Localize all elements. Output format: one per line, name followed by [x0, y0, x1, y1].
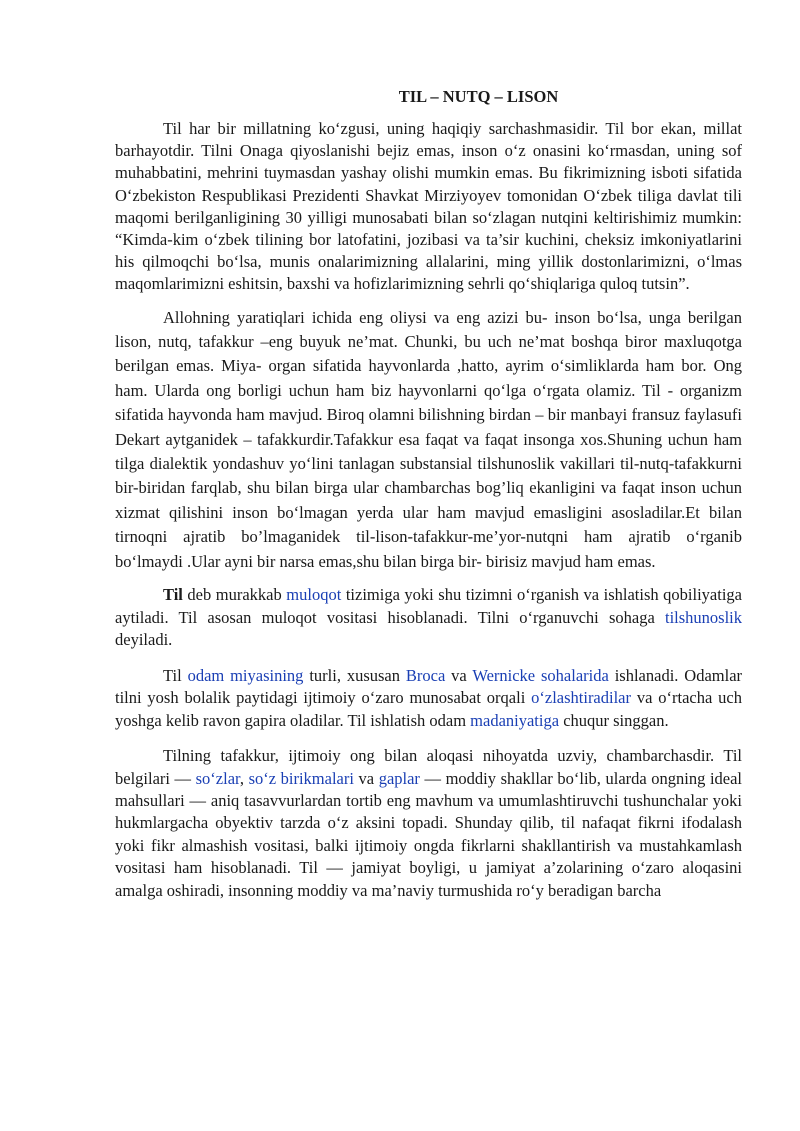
paragraph-2: Allohning yaratiqlari ichida eng oliysi va eng azizi bu- inson bo‘lsa, unga berilgan lison, nutq, tafakkur –eng buyuk ne’mat. Chunki, bu uch ne’mat boshqa biror maxluqotga berilgan emas. Miya- organ sifatida hayvonlarda ,hatto, ayrim o‘simliklarda ham bor. Ong ham. Ularda ong borligi uchun ham biz hayvonlarni qo‘lga o‘rgata olamiz. Til - organizm sifatida hayvonda ham mavjud. Biroq olamni bilishning birdan – bir manbayi fransuz faylasufi Dekart aytganidek – tafakkurdir.Tafakkur esa faqat va faqat insonga xos.Shuning uchun ham tilga dialektik yondashuv yo‘lini tanlagan substansial tilshunoslik vakillari til-nutq-tafakkurni bir-biridan farqlab, shu bilan birga ular chambarchas bog’liq ekanligini va faqat inson uchun xizmat qilishini inson bo‘lmagan yerda ular ham mavjud emasligini asosladilar.Et bilan tirnoqni ajratib bo’lmaganidek til-lison-tafakkur-me’yor-nutqni ham ajratib o‘rganib bo‘lmaydi .Ular ayni bir narsa emas,shu bilan birga bir- birisiz mavjud ham emas.: [115, 307, 742, 571]
paragraph-4: [115, 665, 742, 733]
page-title: TIL – NUTQ – LISON: [398, 87, 559, 106]
text-run: ,: [239, 768, 249, 788]
text-run: deyiladi.: [115, 630, 173, 650]
text-run: — moddiy shakllar bo‘lib, ularda ongning ideal mahsullari — aniq tasavvurlardan tortib eng mavhum va umumlashtiruvchi tushunchalar yoki hukmlargacha obyektiv tarzda o‘z aksini topadi. Shunday qilib, til nafaqat fikrni ifodalash yoki fikr almashish vositasi, balki ijtimoiy ongda fikrlarni shakllantirish va mustahkamlash vositasi ham hisoblanadi. Til — jamiyat boyligi, u jamiyat a’zolarining o‘zaro aloqasini amalga oshiradi, insonning moddiy va ma’naviy turmushida ro‘y beradigan barcha: [115, 768, 743, 900]
text-run: turli, xususan: [303, 665, 406, 685]
link-soz-birikmalari[interactable]: so‘z birikmalari: [248, 768, 354, 788]
text-run: chuqur singgan.: [559, 710, 669, 730]
paragraph-5: [115, 745, 742, 902]
text-run: tizimiga yoki shu tizimni o‘rganish va ishlatish qobiliyatiga aytiladi. Til asosan muloqot vositasi hisoblanadi. Tilni o‘rganuvchi sohaga: [115, 585, 742, 627]
link-broca[interactable]: Broca: [405, 665, 446, 685]
text-run: deb murakkab: [182, 585, 287, 605]
text-run: ishlanadi. Odamlar tilni yosh bolalik paytidagi ijtimoiy o‘zaro munosabat orqali: [115, 665, 743, 708]
text-run: Tilning tafakkur, ijtimoiy ong bilan aloqasi nihoyatda uzviy, chambarchasdir. Til belgilari —: [115, 746, 742, 788]
paragraph-3: [115, 584, 742, 652]
text-run: va o‘rtacha uch yoshga kelib ravon gapira oladilar. Til ishlatish odam: [115, 688, 742, 730]
link-sozlar[interactable]: so‘zlar: [195, 768, 240, 788]
link-odam-miyasining[interactable]: odam miyasining: [187, 665, 304, 685]
term-til: Til: [163, 585, 183, 605]
text-run: va: [353, 768, 379, 788]
link-muloqot[interactable]: muloqot: [286, 585, 342, 605]
link-tilshunoslik[interactable]: tilshunoslik: [664, 607, 742, 627]
link-ozlashtiradilar[interactable]: o‘zlashtiradilar: [531, 688, 631, 708]
link-madaniyatiga[interactable]: madaniyatiga: [470, 710, 560, 730]
link-gaplar[interactable]: gaplar: [378, 768, 420, 788]
link-wernicke[interactable]: Wernicke sohalarida: [472, 665, 609, 685]
text-run: va: [445, 665, 473, 685]
paragraph-1: Til har bir millatning ko‘zgusi, uning haqiqiy sarchashmasidir. Til bor ekan, millat barhayotdir. Tilni Onaga qiyoslanishi bejiz emas, inson o‘z onasini ko‘rmasdan, uning sof muhabbatini, mehrini tuymasdan yashay olishi mumkin emas. Bu fikrimizning isboti sifatida O‘zbekiston Respublikasi Prezidenti Shavkat Mirziyoyev tomonidan O‘zbek tiliga davlat tili maqomi berilganligining 30 yilligi munosabati bilan so‘zlagan nutqini keltirishimiz mumkin: “Kimda-kim o‘zbek tilining bor latofatini, jozibasi va ta’sir kuchini, cheksiz imkoniyatlarini his qilmoqchi bo‘lsa, munis onalarimizning allalarini, ming yillik dostonlarimizni, o‘lmas maqomlarimizni eshitsin, baxshi va hofizlarimizning sehrli qo‘shiqlariga quloq tutsin”.: [115, 119, 742, 294]
text-run: Til: [163, 665, 188, 685]
